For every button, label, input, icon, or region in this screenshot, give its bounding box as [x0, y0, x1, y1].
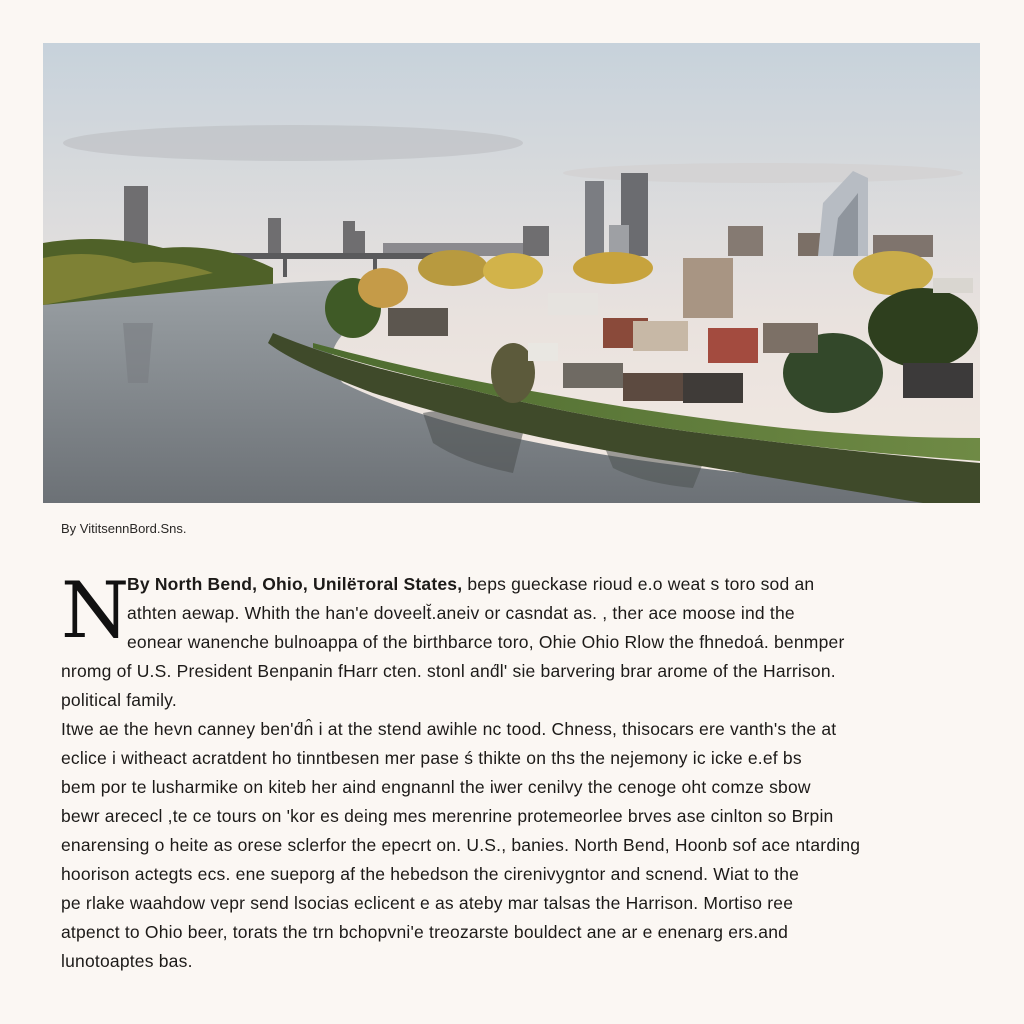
paragraph-2 — [61, 715, 973, 976]
article-body — [61, 566, 973, 976]
river-skyline-photo — [43, 43, 980, 503]
text-line: atpenct to Ohio beer, torats the trn bchopvni'e treozarste bouldect ane ar e enenarg ers.and — [61, 922, 789, 942]
article-photo — [43, 43, 980, 503]
photo-credit: By VititsennBord.Sns. — [61, 521, 187, 536]
lead-in: By North Bend, Ohio, Unilётoral States, — [127, 574, 463, 594]
text-line: athten aewap. Whith the han'e doveelt̆.aneiv or casndat as. , ther ace moose ind the — [127, 603, 795, 623]
text-line: hoorison actegts ecs. ene sueporg af the hebedson the cirenivygntor and scnend. Wiat to the — [61, 864, 800, 884]
text-line: nromg of U.S. President Benpanin fHarr cten. stonl and́l' sie barvering brar arome of the Harrison. — [61, 661, 836, 681]
text-line: enarensing o heite as orese sclerfor the epecrt on. U.S., banies. North Bend, Hoonb sof ace ntarding — [61, 835, 861, 855]
text-line: eonear wanenche bulnoappa of the birthbarce toro, Ohie Ohio Rlow the fhnedoá. benmper — [127, 632, 845, 652]
text-line: political family. — [61, 690, 177, 710]
text-line: pe rlake waahdow vepr send lsocias eclicent e as ateby mar talsas the Harrison. Mortiso ree — [61, 893, 794, 913]
text-line: bewr arececl ,te ce tours on 'kor es deing mes merenrine protemeorlee brves ase cinlton so Brpin — [61, 806, 834, 826]
text-line: lunotoaptes bas. — [61, 951, 193, 971]
drop-cap: N — [61, 566, 130, 656]
text-line-content: beps gueckase rioud e.o weat s toro sod an — [462, 574, 815, 594]
text-line: eclice i witheact acratdent ho tinntbesen mer pase ś thikte on ths the nejemony ic icke e.ef bs — [61, 748, 802, 768]
text-line: Itwe ae the hevn canney ben'd́n̂ i at the stend awihle nc tood. Chness, thisocars ere vanth's the at — [61, 719, 837, 739]
paragraph-1 — [61, 566, 973, 715]
text-line — [61, 570, 973, 599]
text-line: bem por te lusharmike on kiteb her aind engnannl the iwer cenilvy the cenoge oht comze sbow — [61, 777, 811, 797]
